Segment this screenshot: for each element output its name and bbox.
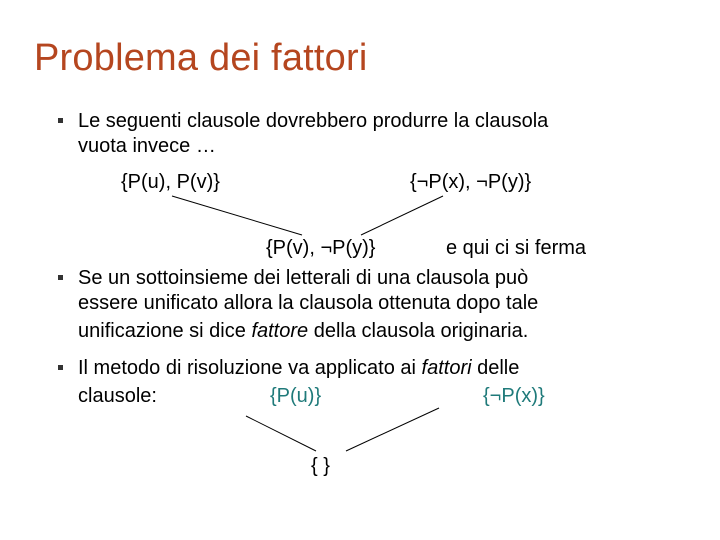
bullet3-line2: clausole: — [78, 385, 157, 407]
clause-pu: {P(u)} — [270, 385, 322, 407]
bullet2-line1: Se un sottoinsieme dei letterali di una clausola può — [78, 267, 529, 289]
bullet2-line3-pre: unificazione si dice — [78, 320, 252, 342]
tree-line — [361, 196, 443, 235]
resolvent-note: e qui ci si ferma — [446, 237, 587, 259]
bullet2-line3-post: della clausola originaria. — [308, 320, 529, 342]
bullet1-line1: Le seguenti clausole dovrebbero produrre la clausola — [78, 110, 549, 132]
clause-not-px: {¬P(x)} — [483, 385, 545, 407]
tree-line — [246, 416, 316, 451]
bullet1-line2: vuota invece … — [78, 135, 216, 157]
clause-right: {¬P(x), ¬P(y)} — [410, 171, 532, 193]
term-fattori: fattori — [421, 357, 472, 379]
empty-clause: { } — [311, 455, 330, 477]
resolvent-clause: {P(v), ¬P(y)} — [266, 237, 376, 259]
bullet2-line2: essere unificato allora la clausola ottenuta dopo tale — [78, 292, 539, 314]
clause-left: {P(u), P(v)} — [121, 171, 220, 193]
tree-line — [172, 196, 302, 235]
bullet3-line1-pre: Il metodo di risoluzione va applicato ai — [78, 357, 422, 379]
term-fattore: fattore — [251, 320, 309, 342]
tree-line — [346, 408, 439, 451]
slide-title: Problema dei fattori — [34, 37, 368, 79]
bullet3-line1-post: delle — [471, 357, 520, 379]
